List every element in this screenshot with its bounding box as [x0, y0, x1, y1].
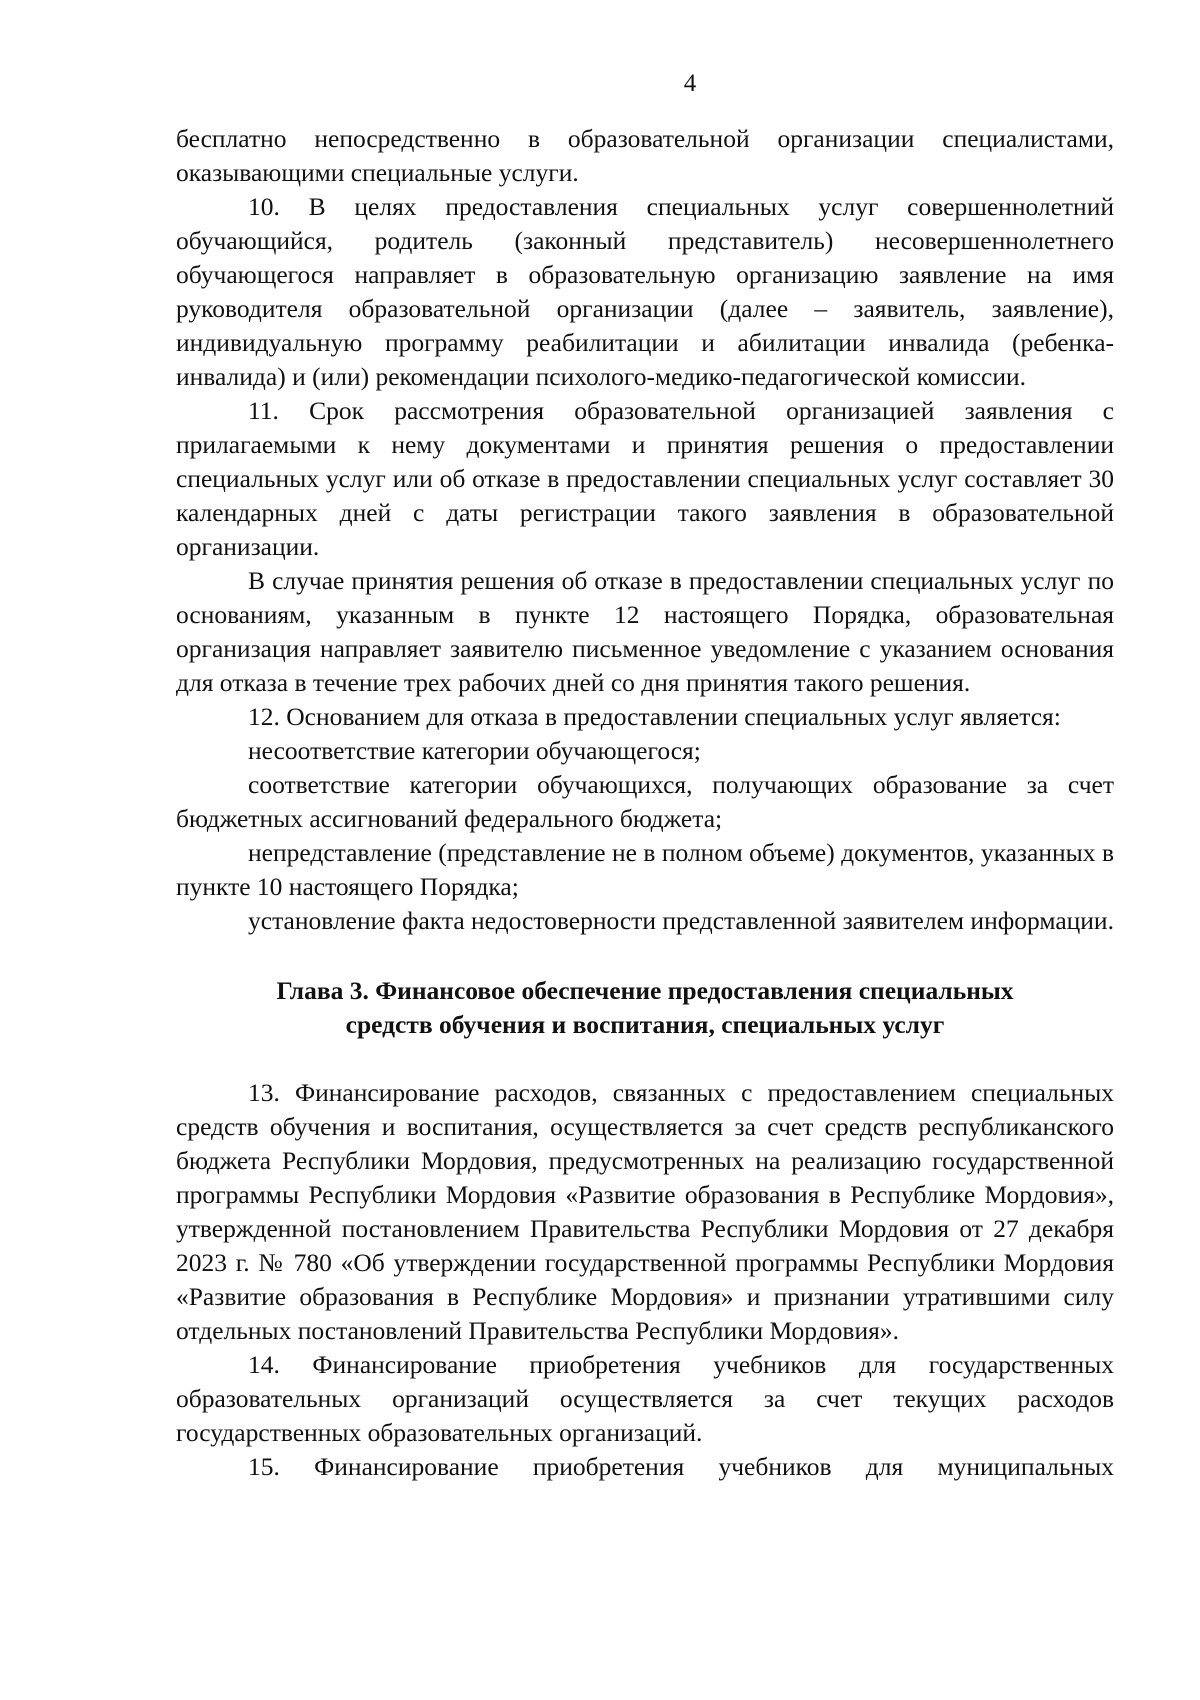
list-item: соответствие категории обучающихся, получающих образование за счет бюджетных ассигнований федерального бюджета; [176, 770, 1114, 833]
paragraph-item-11: 11. Срок рассмотрения образовательной организацией заявления с прилагаемыми к нему документами и принятия решения о предоставлении специальных услуг или об отказе в предоставлении специальных услуг составляет 30 календарных дней с даты регистрации такого заявления в образовательной организации. [176, 396, 1114, 561]
chapter-heading [176, 974, 1114, 1042]
list-item: несоответствие категории обучающегося; [248, 736, 701, 765]
list-item: непредставление (представление не в полном объеме) документов, указанных в пункте 10 настоящего Порядка; [176, 838, 1114, 901]
paragraph-item-15: 15. Финансирование приобретения учебников для муниципальных [248, 1452, 1114, 1481]
chapter-heading-line-1: Глава 3. Финансовое обеспечение предоставления специальных [276, 976, 1014, 1005]
paragraph-continuation: бесплатно непосредственно в образовательной организации специалистами, оказывающими специальные услуги. [176, 124, 1114, 187]
chapter-heading-line-2: средств обучения и воспитания, специальных услуг [345, 1010, 945, 1039]
document-body [176, 122, 1114, 1484]
paragraph-refusal-notice: В случае принятия решения об отказе в предоставлении специальных услуг по основаниям, указанным в пункте 12 настоящего Порядка, образовательная организация направляет заявителю письменное уведомление с указанием основания для отказа в течение трех рабочих дней со дня принятия такого решения. [176, 566, 1114, 697]
paragraph-item-14: 14. Финансирование приобретения учебников для государственных образовательных организаций осуществляется за счет текущих расходов государственных образовательных организаций. [176, 1350, 1114, 1447]
page-number: 4 [683, 70, 697, 97]
paragraph-item-13: 13. Финансирование расходов, связанных с предоставлением специальных средств обучения и воспитания, осуществляется за счет средств республиканского бюджета Республики Мордовия, предусмотренных на реализацию государственной программы Республики Мордовия «Развитие образования в Республике Мордовия», утвержденной постановлением Правительства Республики Мордовия от 27 декабря 2023 г. № 780 «Об утверждении государственной программы Республики Мордовия «Развитие образования в Республике Мордовия» и признании утратившими силу отдельных постановлений Правительства Республики Мордовия». [176, 1078, 1114, 1345]
paragraph-item-12: 12. Основанием для отказа в предоставлении специальных услуг является: [248, 702, 1061, 731]
paragraph-item-10: 10. В целях предоставления специальных услуг совершеннолетний обучающийся, родитель (законный представитель) несовершеннолетнего обучающегося направляет в образовательную организацию заявление на имя руководителя образовательной организации (далее – заявитель, заявление), индивидуальную программу реабилитации и абилитации инвалида (ребенка-инвалида) и (или) рекомендации психолого-медико-педагогической комиссии. [176, 192, 1114, 391]
list-item: установление факта недостоверности представленной заявителем информации. [248, 906, 1114, 935]
